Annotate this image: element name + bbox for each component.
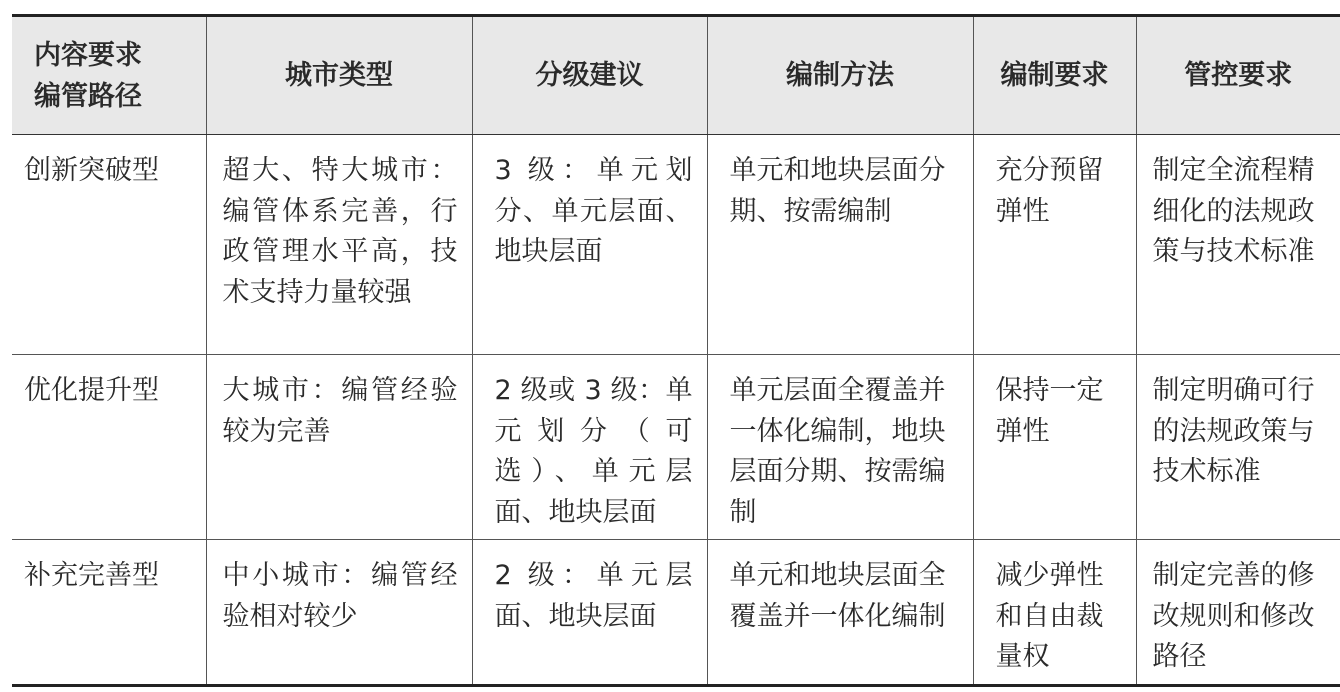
- cell-city-type: 超大、特大城市：编管体系完善，行政管理水平高，技术支持力量较强: [206, 135, 472, 355]
- table-header-row: [12, 16, 1340, 135]
- cell-method: 单元和地块层面全覆盖并一体化编制: [707, 540, 973, 686]
- cell-city-type: 大城市：编管经验较为完善: [206, 355, 472, 540]
- planning-path-table: [12, 14, 1340, 687]
- cell-grading: 2 级：单元层面、地块层面: [472, 540, 707, 686]
- header-control: 管控要求: [1136, 16, 1340, 135]
- cell-path: 创新突破型: [12, 135, 206, 355]
- cell-path: 补充完善型: [12, 540, 206, 686]
- header-grading: 分级建议: [472, 16, 707, 135]
- table-row: [12, 540, 1340, 686]
- header-content-line: 内容要求: [34, 39, 142, 71]
- table-row: [12, 135, 1340, 355]
- cell-requirement: 充分预留弹性: [973, 135, 1136, 355]
- cell-city-type: 中小城市：编管经验相对较少: [206, 540, 472, 686]
- header-city-type: 城市类型: [206, 16, 472, 135]
- cell-grading: 2 级或 3 级：单元划分（可选）、单元层面、地块层面: [472, 355, 707, 540]
- cell-control: 制定完善的修改规则和修改路径: [1136, 540, 1340, 686]
- header-method: 编制方法: [707, 16, 973, 135]
- header-content-path: [12, 16, 206, 135]
- cell-method: 单元层面全覆盖并一体化编制，地块层面分期、按需编制: [707, 355, 973, 540]
- cell-control: 制定全流程精细化的法规政策与技术标准: [1136, 135, 1340, 355]
- header-requirement: 编制要求: [973, 16, 1136, 135]
- table-row: [12, 355, 1340, 540]
- cell-control: 制定明确可行的法规政策与技术标准: [1136, 355, 1340, 540]
- cell-path: 优化提升型: [12, 355, 206, 540]
- cell-method: 单元和地块层面分期、按需编制: [707, 135, 973, 355]
- header-path-line: 编管路径: [34, 80, 142, 112]
- cell-requirement: 减少弹性和自由裁量权: [973, 540, 1136, 686]
- cell-requirement: 保持一定弹性: [973, 355, 1136, 540]
- cell-grading: 3 级：单元划分、单元层面、地块层面: [472, 135, 707, 355]
